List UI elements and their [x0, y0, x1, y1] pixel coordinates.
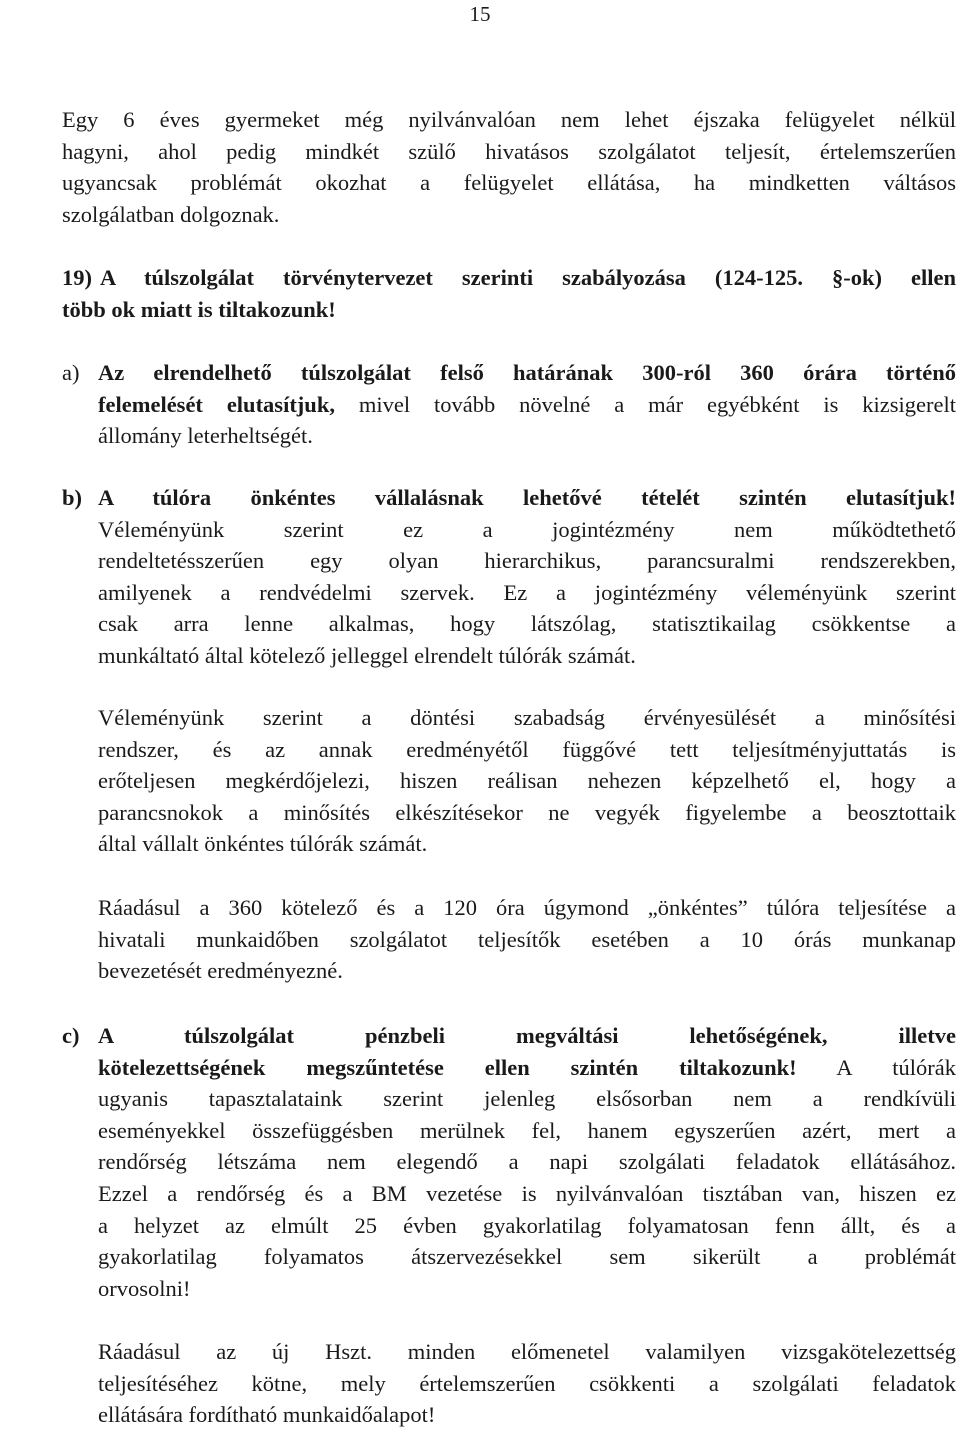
text-line: állomány leterheltségét. — [98, 423, 313, 449]
text-line: Ráadásul az új Hszt. minden előmenetel valamilyen vizsgakötelezettség — [98, 1339, 956, 1364]
text-line: munkáltató által kötelező jelleggel elrendelt túlórák számát. — [98, 642, 636, 668]
text-run: mivel tovább növelné a már egyébként is kizsigerelt — [334, 391, 957, 417]
page-number: 15 — [469, 2, 491, 26]
text-line: rendeltetésszerűen egy olyan hierarchikus, parancsuralmi rendszerekben, — [98, 548, 956, 574]
text-line: Az elrendelhető túlszolgálat felső határának 300-ról 360 órára történő — [98, 360, 956, 385]
text-line: csak arra lenne alkalmas, hogy látszólag, statisztikailag csökkentse a — [98, 611, 956, 637]
text-line: erőteljesen megkérdőjelezi, hiszen reálisan nehezen képzelhető el, hogy a — [98, 768, 956, 794]
text-line: rendszer, és az annak eredményétől függővé tett teljesítményjuttatás is — [98, 736, 956, 762]
text-run: A túlórák — [796, 1054, 956, 1080]
text-line: Véleményünk szerint a döntési szabadság érvényesülését a minősítési — [98, 705, 956, 730]
text-line: Egy 6 éves gyermeket még nyilvánvalóan nem lehet éjszaka felügyelet nélkül — [62, 107, 956, 132]
text-line — [98, 389, 956, 421]
text-line: Ezzel a rendőrség és a BM vezetése is nyilvánvalóan tisztában van, hiszen ez — [98, 1180, 956, 1206]
item-label: a) — [62, 360, 80, 385]
text-line: bevezetését eredményezné. — [98, 958, 343, 984]
text-line — [62, 262, 956, 294]
text-line: hivatali munkaidőben szolgálatot teljesítők esetében a 10 órás munkanap — [98, 926, 956, 952]
text-line: eseményekkel összefüggésben merülnek fel, hanem egyszerűen azért, mert a — [98, 1117, 956, 1143]
text-line: ellátására fordítható munkaidőalapot! — [98, 1402, 436, 1428]
overtime-paragraph — [98, 892, 956, 987]
text-line: szolgálatban dolgoznak. — [62, 201, 280, 227]
text-line: A túlszolgálat pénzbeli megváltási lehetőségének, illetve — [98, 1023, 956, 1048]
intro-paragraph — [62, 104, 956, 230]
text-line: a helyzet az elmúlt 25 évben gyakorlatilag folyamatosan fenn állt, és a — [98, 1212, 956, 1238]
text-line: parancsnokok a minősítés elkészítésekor ne vegyék figyelembe a beosztottaik — [98, 799, 956, 825]
hszt-paragraph — [98, 1336, 956, 1431]
text-line: rendőrség létszáma nem elegendő a napi szolgálati feladatok ellátásához. — [98, 1149, 956, 1175]
section-19-heading — [62, 262, 956, 325]
text-line: által vállalt önkéntes túlórák számát. — [98, 831, 428, 857]
text-line: hagyni, ahol pedig mindkét szülő hivatásos szolgálatot teljesít, értelemszerűen — [62, 138, 956, 164]
item-a — [62, 357, 956, 452]
text-line — [98, 1052, 956, 1084]
emphasis: felemelését elutasítjuk, — [98, 391, 335, 417]
text-line: orvosolni! — [98, 1275, 191, 1301]
item-c — [62, 1020, 956, 1304]
text-line: ugyancsak problémát okozhat a felügyelet ellátása, ha mindketten váltásos — [62, 170, 956, 196]
item-b — [62, 482, 956, 672]
text-line: Véleményünk szerint ez a jogintézmény nem működtethető — [98, 516, 956, 542]
text-line: több ok miatt is tiltakozunk! — [62, 296, 336, 322]
item-label: c) — [62, 1023, 80, 1048]
text-line: A túlóra önkéntes vállalásnak lehetővé tételét szintén elutasítjuk! — [98, 485, 956, 510]
emphasis: kötelezettségének megszűntetése ellen szintén tiltakozunk! — [98, 1054, 797, 1080]
text-line: teljesítéséhez kötne, mely értelemszerűen csökkenti a szolgálati feladatok — [98, 1370, 956, 1396]
section-number: 19) — [62, 265, 92, 290]
decision-paragraph — [98, 702, 956, 860]
text-line: gyakorlatilag folyamatos átszervezésekkel sem sikerült a problémát — [98, 1244, 956, 1270]
text-line: amilyenek a rendvédelmi szervek. Ez a jogintézmény véleményünk szerint — [98, 579, 956, 605]
item-label: b) — [62, 485, 83, 510]
heading-text: A túlszolgálat törvénytervezet szerinti szabályozása (124-125. §-ok) ellen — [100, 265, 956, 290]
text-line: Ráadásul a 360 kötelező és a 120 óra úgymond „önkéntes” túlóra teljesítése a — [98, 895, 956, 920]
text-line: ugyanis tapasztalataink szerint jelenleg elsősorban nem a rendkívüli — [98, 1086, 956, 1112]
